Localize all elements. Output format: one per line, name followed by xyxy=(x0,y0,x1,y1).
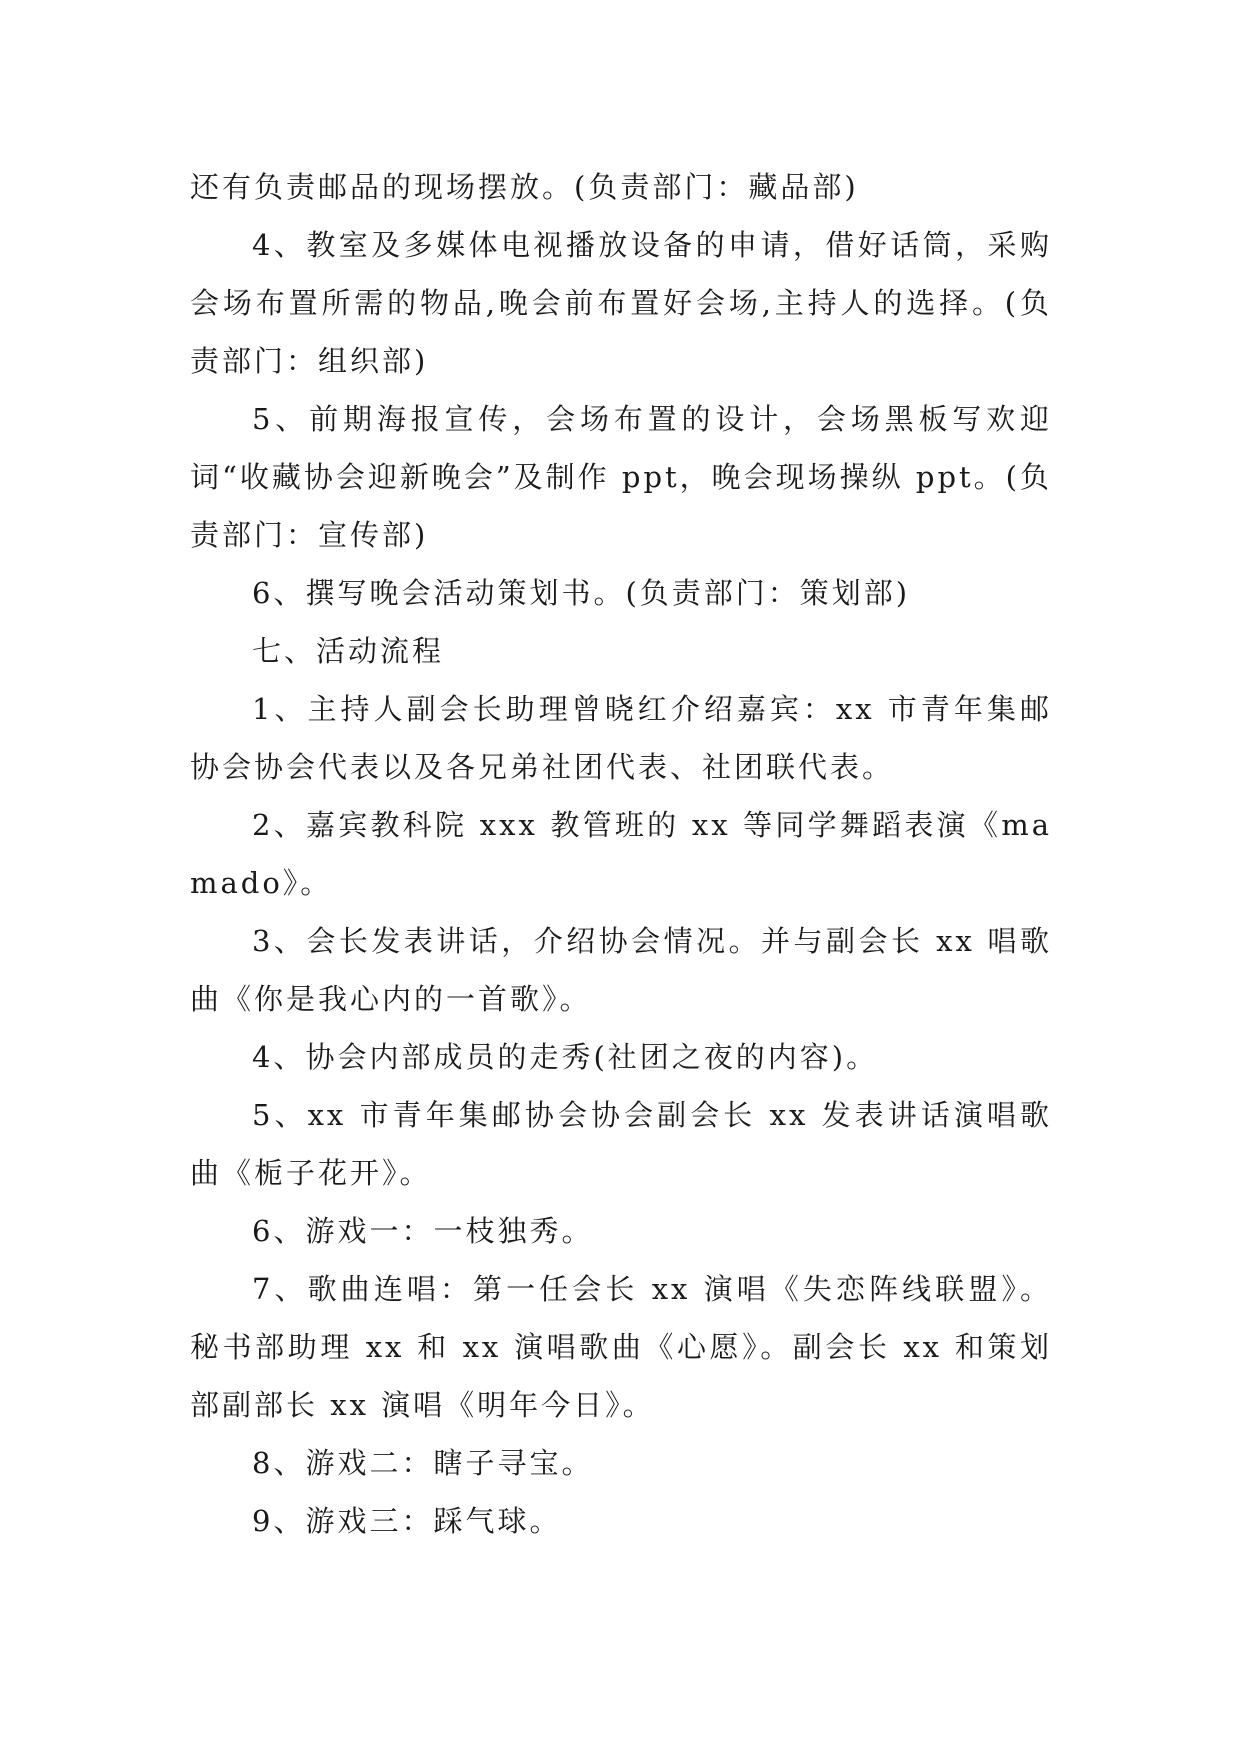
flow-step-7: 7、歌曲连唱：第一任会长 xx 演唱《失恋阵线联盟》。秘书部助理 xx 和 xx 演唱歌曲《心愿》。副会长 xx 和策划部副部长 xx 演唱《明年今日》。 xyxy=(190,1272,1052,1422)
paragraph-item-5: 5、前期海报宣传，会场布置的设计，会场黑板写欢迎词“收藏协会迎新晚会”及制作 ppt，晚会现场操纵 ppt。(负责部门：宣传部) xyxy=(190,402,1052,552)
flow-step-1: 1、主持人副会长助理曾晓红介绍嘉宾：xx 市青年集邮协会协会代表以及各兄弟社团代表、社团联代表。 xyxy=(190,692,1052,784)
flow-step-3: 3、会长发表讲话，介绍协会情况。并与副会长 xx 唱歌曲《你是我心内的一首歌》。 xyxy=(190,924,1052,1016)
flow-step-4: 4、协会内部成员的走秀(社团之夜的内容)。 xyxy=(252,1040,879,1074)
paragraph-item-6: 6、撰写晚会活动策划书。(负责部门：策划部) xyxy=(252,576,911,610)
section-heading-activity-flow: 七、活动流程 xyxy=(252,634,445,668)
flow-step-8: 8、游戏二：瞎子寻宝。 xyxy=(252,1446,594,1480)
flow-step-9: 9、游戏三：踩气球。 xyxy=(252,1504,562,1538)
paragraph-continuation: 还有负责邮品的现场摆放。(负责部门：藏品部) xyxy=(190,170,859,204)
flow-step-6: 6、游戏一：一枝独秀。 xyxy=(252,1214,594,1248)
flow-step-5: 5、xx 市青年集邮协会协会副会长 xx 发表讲话演唱歌曲《栀子花开》。 xyxy=(190,1098,1052,1190)
flow-step-2: 2、嘉宾教科院 xxx 教管班的 xx 等同学舞蹈表演《ma mado》。 xyxy=(190,808,1052,900)
document-body xyxy=(190,158,1052,1550)
paragraph-item-4: 4、教室及多媒体电视播放设备的申请，借好话筒，采购会场布置所需的物品,晚会前布置好会场,主持人的选择。(负责部门：组织部) xyxy=(190,228,1052,378)
